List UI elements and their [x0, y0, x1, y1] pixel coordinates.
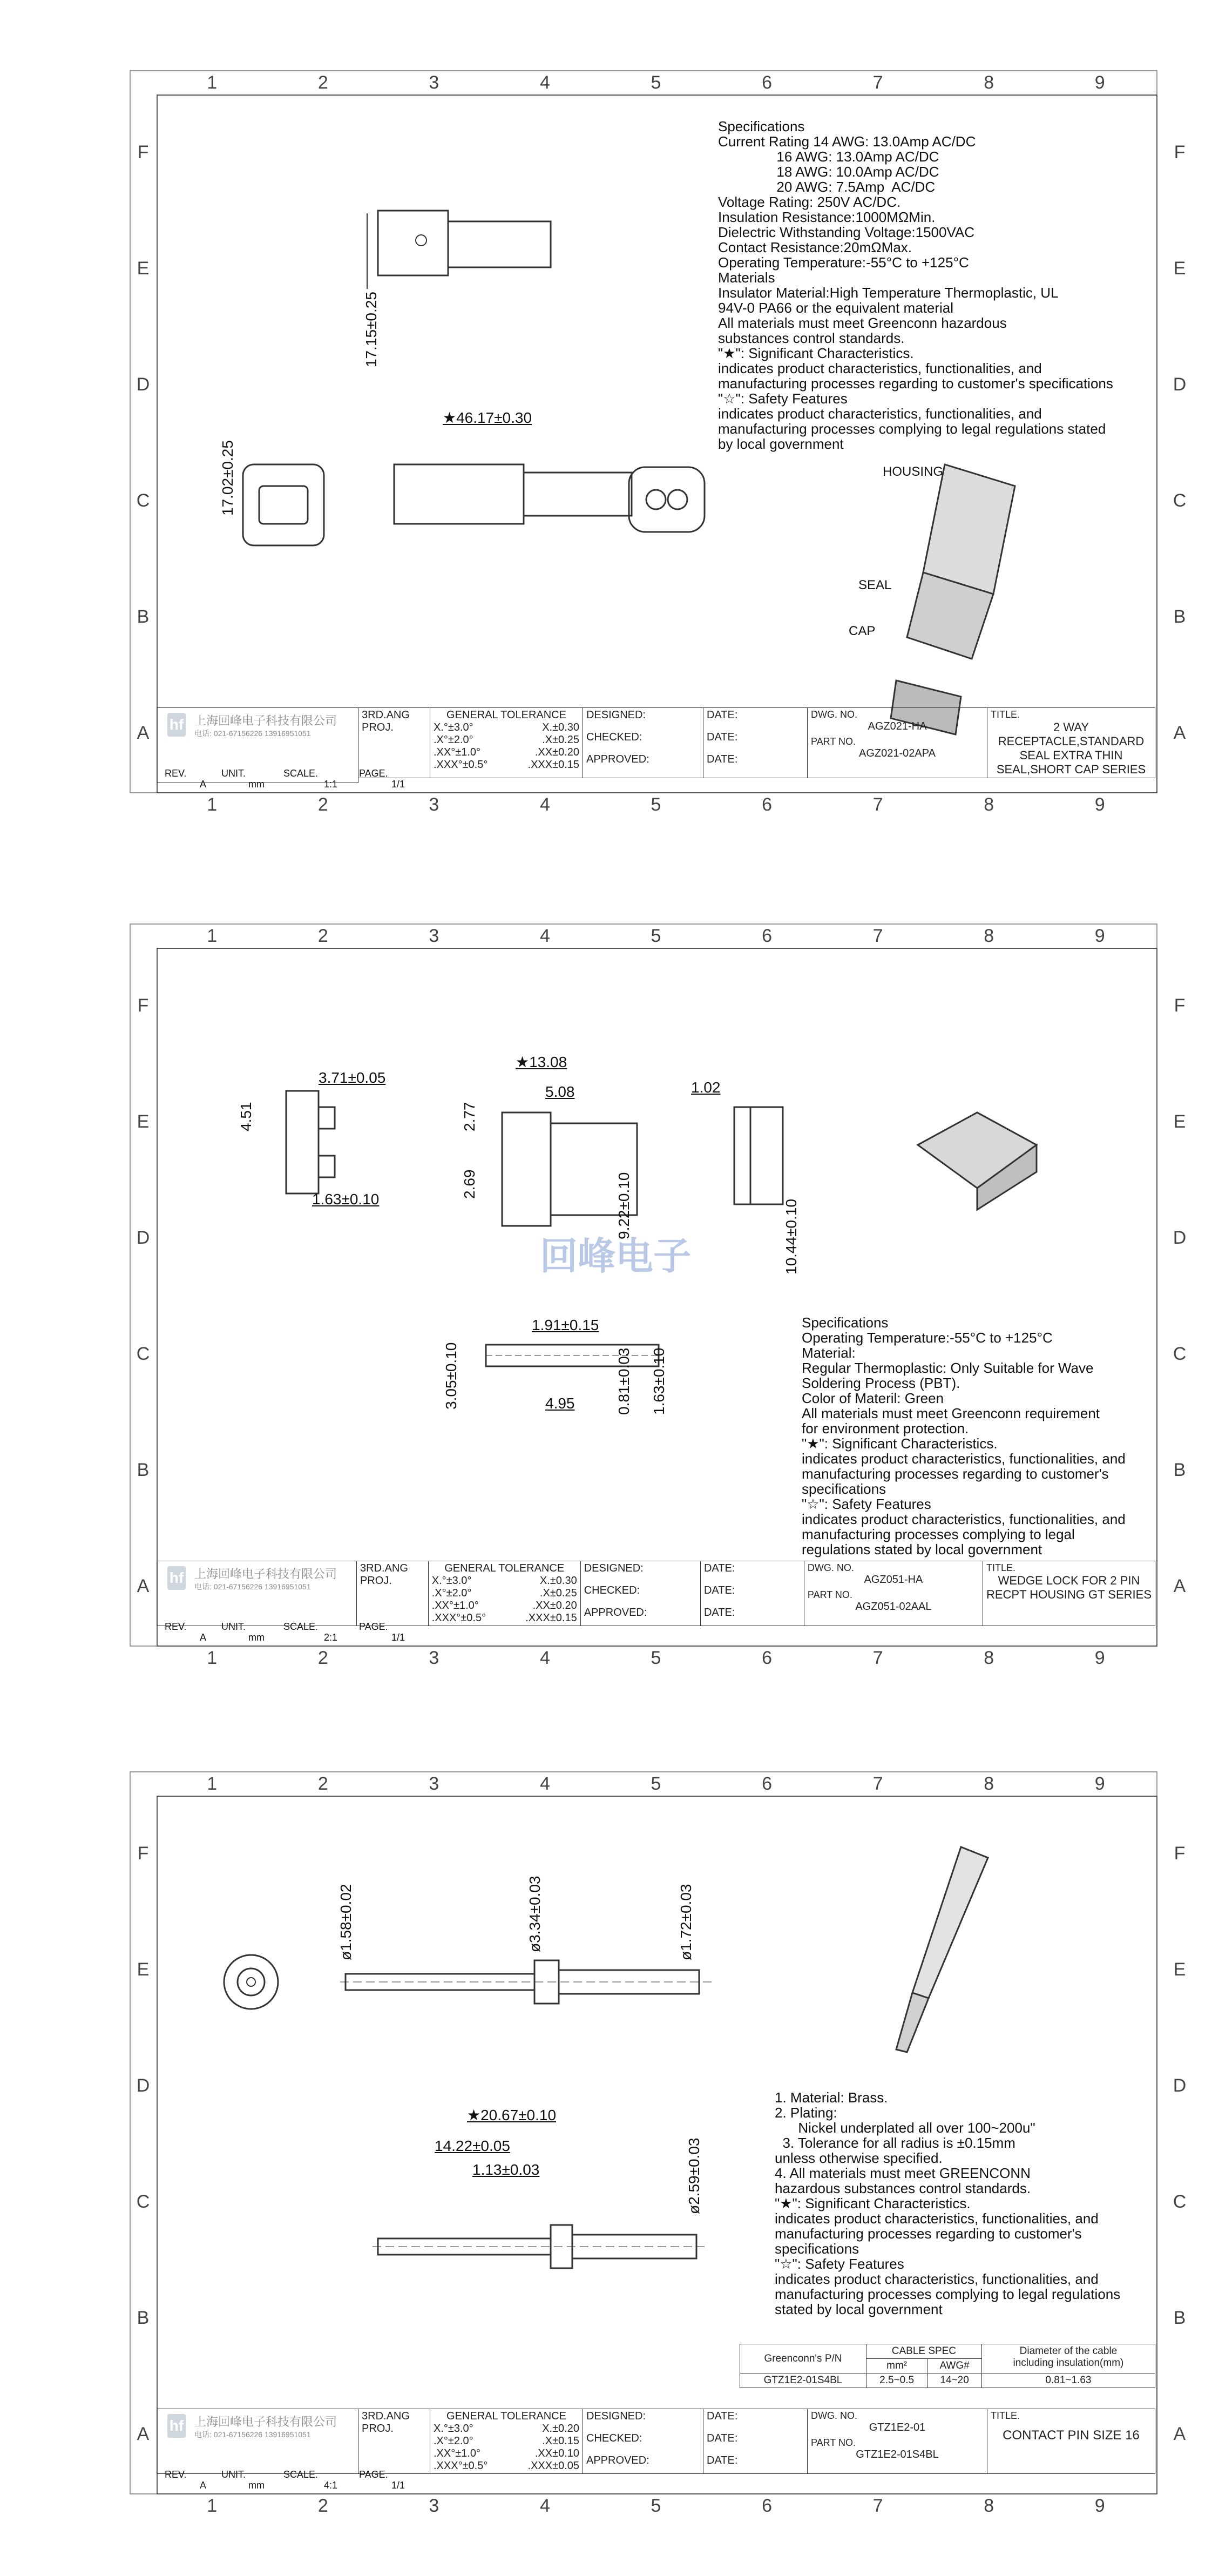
sign-block: [580, 1561, 700, 1626]
approved-label: APPROVED:: [586, 2454, 649, 2466]
ruler-column-7: 7: [872, 2496, 883, 2516]
unit-label: UNIT.: [221, 2469, 246, 2480]
ruler-column-7: 7: [872, 72, 883, 93]
page-value: 1/1: [391, 2480, 405, 2491]
tol-cell: .XXX±0.15: [525, 1612, 577, 1624]
ruler-row-C: C: [136, 2191, 150, 2212]
dim-9-22: 9.22±0.10: [615, 1172, 632, 1239]
page-value: 1/1: [391, 1632, 405, 1643]
ruler-row-F: F: [137, 1843, 149, 1864]
cable-mm2-value: 2.5~0.5: [866, 2373, 927, 2388]
tol-cell: .X°±2.0°: [434, 2435, 473, 2447]
scale-label: SCALE.: [283, 768, 319, 779]
ruler-row-B: B: [1173, 1459, 1186, 1480]
wedge-lock-side-view: [723, 1102, 804, 1210]
dim-dia-1-58: ø1.58±0.02: [337, 1884, 354, 1960]
ruler-column-2: 2: [317, 2496, 328, 2516]
tol-cell: X.±0.30: [542, 721, 579, 733]
date-label: DATE:: [703, 1607, 735, 1619]
dim-14-22: 14.22±0.05: [435, 2137, 510, 2154]
rev-value: A: [200, 779, 207, 790]
dwg-no-label: DWG. NO.: [811, 709, 857, 720]
ruler-column-8: 8: [984, 1773, 994, 1794]
date-label: DATE:: [707, 2410, 738, 2422]
ruler-row-A: A: [137, 1575, 150, 1596]
tol-cell: .XX°±1.0°: [434, 2447, 481, 2459]
dwg-no: AGZ021-HA: [868, 720, 927, 732]
ruler-column-3: 3: [429, 2496, 439, 2516]
ruler-column-3: 3: [429, 72, 439, 93]
page-label: PAGE.: [359, 768, 388, 779]
dim-dia-3-34: ø3.34±0.03: [526, 1876, 543, 1952]
company-logo: hf: [167, 1566, 186, 1590]
ruler-column-6: 6: [762, 72, 772, 93]
part-no-label: PART NO.: [811, 736, 856, 747]
designed-label: DESIGNED:: [586, 2410, 646, 2422]
scale-label: SCALE.: [283, 2469, 319, 2480]
ruler-row-F: F: [1174, 1843, 1186, 1864]
ruler-row-D: D: [1173, 2075, 1187, 2096]
tol-cell: .XXX°±0.5°: [431, 1612, 486, 1624]
cable-awg-label: AWG#: [927, 2359, 982, 2373]
date-label: DATE:: [707, 2432, 738, 2444]
dim-46-17: ★46.17±0.30: [443, 409, 532, 426]
ruler-column-5: 5: [651, 794, 661, 815]
company-phone: 电话: 021-67156226 13916951051: [194, 1582, 311, 1591]
ruler-column-9: 9: [1094, 2496, 1105, 2516]
title-label: TITLE.: [991, 2410, 1020, 2421]
ruler-column-4: 4: [539, 1773, 550, 1794]
ruler-column-9: 9: [1094, 926, 1105, 946]
ruler-row-A: A: [1173, 2423, 1186, 2444]
title-cell: [987, 708, 1155, 778]
tol-cell: .X±0.25: [542, 734, 579, 746]
designed-label: DESIGNED:: [584, 1562, 644, 1574]
tolerance-block: [430, 2409, 583, 2474]
ruler-column-7: 7: [872, 926, 883, 946]
title-label: TITLE.: [991, 709, 1020, 720]
ruler-column-7: 7: [872, 794, 883, 815]
dim-dia-2-59: ø2.59±0.03: [686, 2137, 702, 2214]
tol-cell: .X°±2.0°: [431, 1587, 472, 1599]
ruler-row-C: C: [136, 1343, 150, 1364]
sign-block: [583, 708, 703, 778]
ruler-row-C: C: [1173, 490, 1187, 511]
housing-rear-view: [621, 454, 718, 551]
wedge-lock-isometric: [907, 1102, 1047, 1210]
dim-2-77: 2.77: [461, 1102, 478, 1131]
part-no: GTZ1E2-01S4BL: [856, 2449, 939, 2460]
checked-label: CHECKED:: [584, 1584, 640, 1596]
ruler-row-A: A: [1173, 1575, 1186, 1596]
page-label: PAGE.: [359, 1621, 388, 1632]
label-seal: SEAL: [858, 578, 892, 592]
ruler-column-6: 6: [762, 926, 772, 946]
pin-isometric: [864, 1836, 1004, 2063]
cable-diam-value: 0.81~1.63: [981, 2373, 1155, 2388]
ruler-column-4: 4: [539, 794, 550, 815]
part-no: AGZ051-02AAL: [855, 1601, 932, 1613]
dim-0-81: 0.81±0.03: [615, 1347, 632, 1415]
ruler-column-5: 5: [651, 1773, 661, 1794]
scale-value: 1:1: [324, 779, 338, 790]
ruler-row-B: B: [137, 2307, 150, 2328]
dwg-part-block: [808, 708, 987, 778]
page-value: 1/1: [391, 779, 405, 790]
ruler-column-6: 6: [762, 2496, 772, 2516]
ruler-row-F: F: [137, 141, 149, 163]
unit-value: mm: [248, 779, 265, 790]
dim-4-95: 4.95: [545, 1395, 575, 1412]
ruler-column-8: 8: [984, 72, 994, 93]
watermark: 回峰电子: [540, 1235, 691, 1277]
rev-value: A: [200, 2480, 207, 2491]
tolerance-block: [428, 1561, 580, 1626]
ruler-column-3: 3: [429, 794, 439, 815]
ruler-column-2: 2: [317, 1773, 328, 1794]
ruler-row-E: E: [137, 1959, 150, 1980]
ruler-row-B: B: [1173, 606, 1186, 627]
tol-cell: .X±0.15: [542, 2435, 579, 2447]
dim-13-08: ★13.08: [516, 1054, 567, 1070]
ruler-column-7: 7: [872, 1773, 883, 1794]
ruler-column-2: 2: [317, 926, 328, 946]
unit-value: mm: [248, 2480, 265, 2491]
date-label: DATE:: [703, 1562, 735, 1574]
dim-1-13: 1.13±0.03: [472, 2161, 540, 2178]
tol-cell: .XX±0.10: [534, 2447, 579, 2459]
tol-cell: .XXX±0.15: [527, 759, 579, 771]
ruler-column-5: 5: [651, 1648, 661, 1668]
ruler-column-1: 1: [207, 2496, 218, 2516]
label-cap: CAP: [849, 624, 876, 638]
housing-side-view: [389, 459, 659, 545]
ruler-row-A: A: [1173, 722, 1186, 743]
designed-label: DESIGNED:: [586, 709, 646, 721]
part-no: AGZ021-02APA: [859, 747, 936, 759]
ruler-column-8: 8: [984, 794, 994, 815]
date-block: [703, 708, 808, 778]
tol-cell: .X°±2.0°: [434, 734, 473, 746]
cable-pn-label: Greenconn's P/N: [740, 2344, 866, 2373]
ruler-row-F: F: [1174, 141, 1186, 163]
ruler-column-8: 8: [984, 1648, 994, 1668]
dim-4-51: 4.51: [238, 1102, 254, 1131]
ruler-column-9: 9: [1094, 794, 1105, 815]
part-no-label: PART NO.: [811, 2437, 856, 2448]
drawing-title: WEDGE LOCK FOR 2 PIN RECPT HOUSING GT SERIES: [986, 1574, 1152, 1601]
ruler-row-D: D: [136, 2075, 150, 2096]
ruler-column-1: 1: [207, 926, 218, 946]
ruler-column-3: 3: [429, 1773, 439, 1794]
ruler-column-2: 2: [317, 72, 328, 93]
page-label: PAGE.: [359, 2469, 388, 2480]
unit-label: UNIT.: [221, 1621, 246, 1632]
tol-cell: .XX±0.20: [534, 746, 579, 758]
specifications-text: Specifications Operating Temperature:-55°C to +125°C Material: Regular Thermoplastic: Only Suitable for Wave Soldering Process (PBT). Color of Materil: Green All materials must meet Greenconn requirement for environment protection. "★": Significant Characteristics. indicates product characteristics, functionalities, and manufacturing processes regarding to customer's specifications "☆": Safety Features indicates product characteristics, functionalities, and manufacturing processes complying to legal regulations stated by local government: [802, 1314, 1126, 1557]
rev-label: REV.: [165, 1621, 187, 1632]
housing-front-view: [232, 454, 340, 562]
tol-cell: X.±0.30: [539, 1575, 577, 1587]
title-block-table: [157, 1561, 1155, 1626]
ruler-row-E: E: [137, 1111, 150, 1132]
company-logo: hf: [167, 2414, 186, 2438]
tol-cell: X.°±3.0°: [434, 2423, 473, 2435]
date-block: [700, 1561, 804, 1626]
dim-17-02: 17.02±0.25: [219, 440, 236, 516]
ruler-row-D: D: [1173, 374, 1187, 395]
ruler-row-A: A: [137, 722, 150, 743]
tol-cell: .XXX°±0.5°: [434, 759, 488, 771]
ruler-column-9: 9: [1094, 72, 1105, 93]
unit-value: mm: [248, 1632, 265, 1643]
ruler-column-1: 1: [207, 1648, 218, 1668]
ruler-row-E: E: [1173, 1111, 1186, 1132]
label-housing: HOUSING: [883, 464, 944, 479]
specifications-text: Specifications Current Rating 14 AWG: 13.0Amp AC/DC 16 AWG: 13.0Amp AC/DC 18 AWG: 10.0Amp AC/DC 20 AWG: 7.5Amp AC/DC Voltage Rating: 250V AC/DC. Insulation Resistance:1000MΩMin. Dielectric Withstanding Voltage:1500VAC Contact Resistance:20mΩMax. Operating Temperature:-55°C to +125°C Materials Insulator Material:High Temperature Thermoplastic, UL 94V-0 PA66 or the equivalent material All materials must meet Greenconn hazardous substances control standards. "★": Significant Characteristics. indicates product characteristics, functionalities, and manufacturing processes regarding to customer's specifications "☆": Safety Features indicates product characteristics, functionalities, and manufacturing processes complying to legal regulations stated by local government: [718, 118, 1113, 452]
title-label: TITLE.: [986, 1562, 1015, 1573]
ruler-column-4: 4: [539, 72, 550, 93]
ruler-column-7: 7: [872, 1648, 883, 1668]
dim-dia-1-72: ø1.72±0.03: [678, 1884, 694, 1960]
specifications-text: 1. Material: Brass. 2. Plating: Nickel underplated all over 100~200u" 3. Tolerance for all radius is ±0.15mm unless otherwise specified. 4. All materials must meet GREENCONN hazardous substances control standards. "★": Significant Characteristics. indicates product characteristics, functionalities, and manufacturing processes regarding to customer's specifications "☆": Safety Features indicates product characteristics, functionalities, and manufacturing processes complying to legal regulations stated by local government: [775, 2089, 1121, 2317]
tol-cell: .XXX±0.05: [527, 2460, 579, 2472]
ruler-column-5: 5: [651, 72, 661, 93]
ruler-column-5: 5: [651, 926, 661, 946]
tol-cell: X.°±3.0°: [431, 1575, 472, 1587]
tol-cell: .X±0.25: [539, 1587, 577, 1599]
ruler-column-4: 4: [539, 1648, 550, 1668]
ruler-column-2: 2: [317, 794, 328, 815]
date-label: DATE:: [707, 731, 738, 743]
ruler-column-6: 6: [762, 1648, 772, 1668]
ruler-column-1: 1: [207, 1773, 218, 1794]
title-cell: [983, 1561, 1155, 1626]
ruler-row-E: E: [1173, 1959, 1186, 1980]
dim-17-15: 17.15±0.25: [363, 292, 380, 367]
drawing-sheet-2: [0, 918, 1212, 1728]
dim-1-91: 1.91±0.15: [532, 1317, 599, 1333]
rev-label: REV.: [165, 2469, 187, 2480]
tol-cell: .XX±0.20: [532, 1600, 577, 1611]
ruler-column-6: 6: [762, 1773, 772, 1794]
approved-label: APPROVED:: [586, 753, 649, 765]
company-phone: 电话: 021-67156226 13916951051: [194, 2430, 311, 2439]
tol-cell: .XXX°±0.5°: [434, 2460, 488, 2472]
dim-1-02: 1.02: [691, 1079, 721, 1096]
company-name: 上海回峰电子科技有限公司: [194, 1567, 337, 1581]
scale-label: SCALE.: [283, 1621, 319, 1632]
dim-3-71: 3.71±0.05: [319, 1069, 386, 1086]
unit-label: UNIT.: [221, 768, 246, 779]
title-block-table: [157, 2409, 1155, 2474]
date-label: DATE:: [707, 753, 738, 765]
ruler-row-D: D: [136, 374, 150, 395]
dwg-part-block: [804, 1561, 983, 1626]
dwg-no: AGZ051-HA: [864, 1574, 923, 1586]
ruler-row-D: D: [1173, 1227, 1187, 1248]
ruler-column-3: 3: [429, 926, 439, 946]
company-logo: hf: [167, 713, 186, 737]
date-label: DATE:: [707, 709, 738, 721]
tol-header: GENERAL TOLERANCE: [444, 1562, 565, 1574]
proj-label: 3RD.ANG PROJ.: [358, 708, 430, 778]
sign-block: [583, 2409, 703, 2474]
drawing-sheet-3: [0, 1766, 1212, 2576]
dim-1-63-b: 1.63±0.10: [651, 1347, 667, 1415]
dwg-no-label: DWG. NO.: [811, 2410, 857, 2421]
date-block: [703, 2409, 808, 2474]
ruler-column-5: 5: [651, 2496, 661, 2516]
dim-2-69: 2.69: [461, 1169, 478, 1199]
company-name: 上海回峰电子科技有限公司: [194, 2415, 337, 2429]
ruler-column-1: 1: [207, 72, 218, 93]
ruler-row-C: C: [1173, 1343, 1187, 1364]
dwg-part-block: [808, 2409, 987, 2474]
cable-awg-value: 14~20: [927, 2373, 982, 2388]
ruler-row-C: C: [136, 490, 150, 511]
tolerance-block: [430, 708, 583, 778]
dwg-no-label: DWG. NO.: [807, 1562, 854, 1573]
dwg-no: GTZ1E2-01: [869, 2422, 926, 2433]
cable-spec-label: CABLE SPEC: [866, 2344, 981, 2359]
cable-mm2-label: mm²: [866, 2359, 927, 2373]
ruler-column-9: 9: [1094, 1773, 1105, 1794]
ruler-row-D: D: [136, 1227, 150, 1248]
company-phone: 电话: 021-67156226 13916951051: [194, 729, 311, 738]
rev-value: A: [200, 1632, 207, 1643]
ruler-column-2: 2: [317, 1648, 328, 1668]
proj-label: 3RD.ANG PROJ.: [357, 1561, 429, 1626]
scale-value: 4:1: [324, 2480, 338, 2491]
ruler-row-A: A: [137, 2423, 150, 2444]
pin-length-view: [373, 2214, 707, 2279]
tol-cell: X.°±3.0°: [434, 721, 473, 733]
dim-5-08: 5.08: [545, 1083, 575, 1100]
pin-end-view: [219, 1950, 283, 2014]
ruler-row-C: C: [1173, 2191, 1187, 2212]
cable-diam-label: Diameter of the cable including insulation(mm): [981, 2344, 1155, 2373]
tol-cell: .XX°±1.0°: [431, 1600, 479, 1611]
tol-header: GENERAL TOLERANCE: [446, 2410, 566, 2422]
ruler-row-E: E: [1173, 258, 1186, 279]
ruler-row-B: B: [137, 606, 150, 627]
rev-label: REV.: [165, 768, 187, 779]
checked-label: CHECKED:: [586, 731, 642, 743]
ruler-row-E: E: [137, 258, 150, 279]
dim-10-44: 10.44±0.10: [783, 1199, 800, 1274]
drawing-title: CONTACT PIN SIZE 16: [1003, 2428, 1140, 2443]
ruler-column-4: 4: [539, 2496, 550, 2516]
cable-spec-table: [740, 2344, 1155, 2388]
cable-pn-value: GTZ1E2-01S4BL: [740, 2373, 866, 2388]
ruler-row-B: B: [1173, 2307, 1186, 2328]
ruler-column-6: 6: [762, 794, 772, 815]
drawing-title: 2 WAY RECEPTACLE,STANDARD SEAL EXTRA THIN SEAL,SHORT CAP SERIES: [996, 720, 1146, 776]
tol-cell: X.±0.20: [542, 2423, 579, 2435]
wedge-lock-section-view: [480, 1334, 675, 1399]
ruler-column-9: 9: [1094, 1648, 1105, 1668]
proj-label: 3RD.ANG PROJ.: [358, 2409, 430, 2474]
ruler-column-3: 3: [429, 1648, 439, 1668]
tol-header: GENERAL TOLERANCE: [446, 709, 566, 721]
ruler-row-B: B: [137, 1459, 150, 1480]
title-cell: [987, 2409, 1155, 2474]
tol-cell: .XX°±1.0°: [434, 746, 481, 758]
dim-20-67: ★20.67±0.10: [467, 2107, 557, 2123]
scale-value: 2:1: [324, 1632, 338, 1643]
wedge-lock-left-view: [275, 1085, 351, 1204]
ruler-row-F: F: [137, 995, 149, 1016]
dim-1-63-a: 1.63±0.10: [312, 1191, 380, 1208]
ruler-column-8: 8: [984, 2496, 994, 2516]
ruler-column-1: 1: [207, 794, 218, 815]
date-label: DATE:: [707, 2454, 738, 2466]
drawing-sheet-1: [0, 65, 1212, 875]
dim-3-05: 3.05±0.10: [443, 1342, 459, 1410]
ruler-column-8: 8: [984, 926, 994, 946]
date-label: DATE:: [703, 1584, 735, 1596]
approved-label: APPROVED:: [584, 1607, 647, 1619]
ruler-row-F: F: [1174, 995, 1186, 1016]
pin-side-view: [340, 1950, 718, 2014]
housing-top-view: [367, 200, 572, 308]
checked-label: CHECKED:: [586, 2432, 642, 2444]
part-no-label: PART NO.: [807, 1589, 852, 1600]
company-name: 上海回峰电子科技有限公司: [194, 714, 337, 727]
ruler-column-4: 4: [539, 926, 550, 946]
